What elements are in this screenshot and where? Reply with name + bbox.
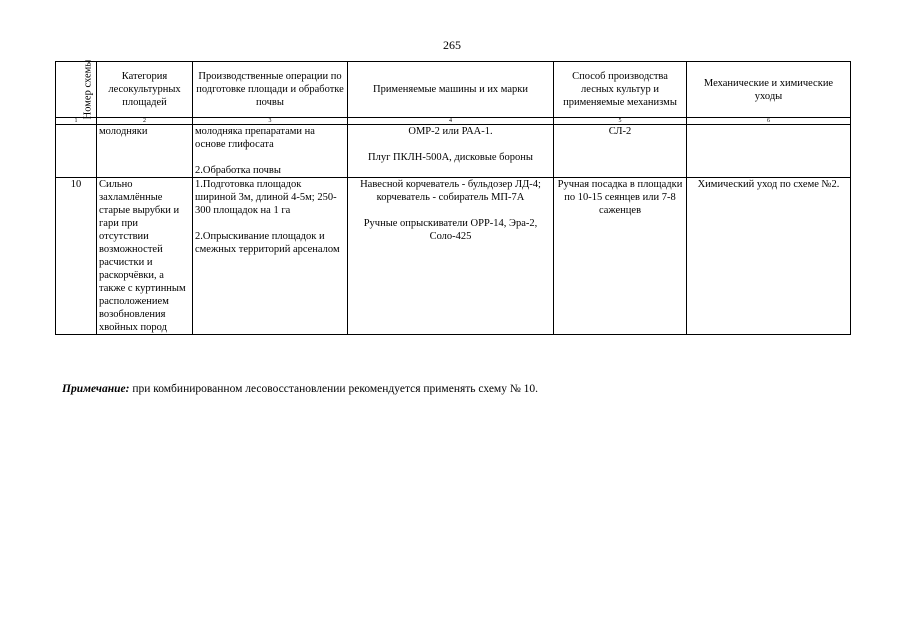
- header-method: Способ производства лесных культур и применяемые механизмы: [554, 62, 687, 118]
- machine-item: Навесной корчеватель - бульдозер ЛД-4; корчеватель - собиратель МП-7А: [360, 179, 541, 203]
- table-header-row: [56, 62, 851, 118]
- cell-category: Сильно захламлённые старые вырубки и гари при отсутствии возможностей расчистки и раскорчёвки, а также с куртинным расположением возобновления хвойных пород: [97, 178, 193, 335]
- note-text: при комбинированном лесовосстановлении рекомендуется применять схему № 10.: [129, 383, 539, 395]
- cell-method: Ручная посадка в площадки по 10-15 сеянцев или 7-8 саженцев: [554, 178, 687, 335]
- header-scheme-number: Номер схемы: [56, 62, 97, 118]
- table-row: [56, 178, 851, 335]
- cell-category: молодняки: [97, 125, 193, 178]
- cell-care: [687, 125, 851, 178]
- column-number: 2: [97, 118, 193, 125]
- cell-scheme-number: 10: [56, 178, 97, 335]
- column-number-row: [56, 118, 851, 125]
- cell-operations: [193, 125, 348, 178]
- cell-machines: [348, 178, 554, 335]
- header-operations: Производственные операции по подготовке площади и обработке почвы: [193, 62, 348, 118]
- header-care: Механические и химические уходы: [687, 62, 851, 118]
- footnote: [62, 383, 538, 395]
- machine-item: Ручные опрыскиватели ОРР-14, Эра-2, Соло-425: [363, 218, 538, 242]
- column-number: 3: [193, 118, 348, 125]
- cell-care: Химический уход по схеме №2.: [687, 178, 851, 335]
- forest-culture-table: [55, 61, 851, 335]
- note-label: Примечание:: [62, 383, 130, 395]
- header-machines: Применяемые машины и их марки: [348, 62, 554, 118]
- operation-item: молодняка препаратами на основе глифосата: [195, 126, 315, 150]
- operation-item: 1.Подготовка площадок шириной 3м, длиной 4-5м; 250-300 площадок на 1 га: [195, 179, 337, 216]
- column-number: 5: [554, 118, 687, 125]
- cell-scheme-number: [56, 125, 97, 178]
- header-category: Категория лесокультурных площадей: [97, 62, 193, 118]
- cell-machines: [348, 125, 554, 178]
- column-number: 4: [348, 118, 554, 125]
- column-number: 1: [56, 118, 97, 125]
- machine-item: Плуг ПКЛН-500А, дисковые бороны: [368, 152, 533, 163]
- machine-item: ОМР-2 или РАА-1.: [408, 126, 493, 137]
- operation-item: 2.Опрыскивание площадок и смежных территорий арсеналом: [195, 231, 340, 255]
- cell-method: СЛ-2: [554, 125, 687, 178]
- page-number: 265: [443, 38, 461, 52]
- operation-item: 2.Обработка почвы: [195, 165, 281, 176]
- cell-operations: [193, 178, 348, 335]
- column-number: 6: [687, 118, 851, 125]
- table-row: [56, 125, 851, 178]
